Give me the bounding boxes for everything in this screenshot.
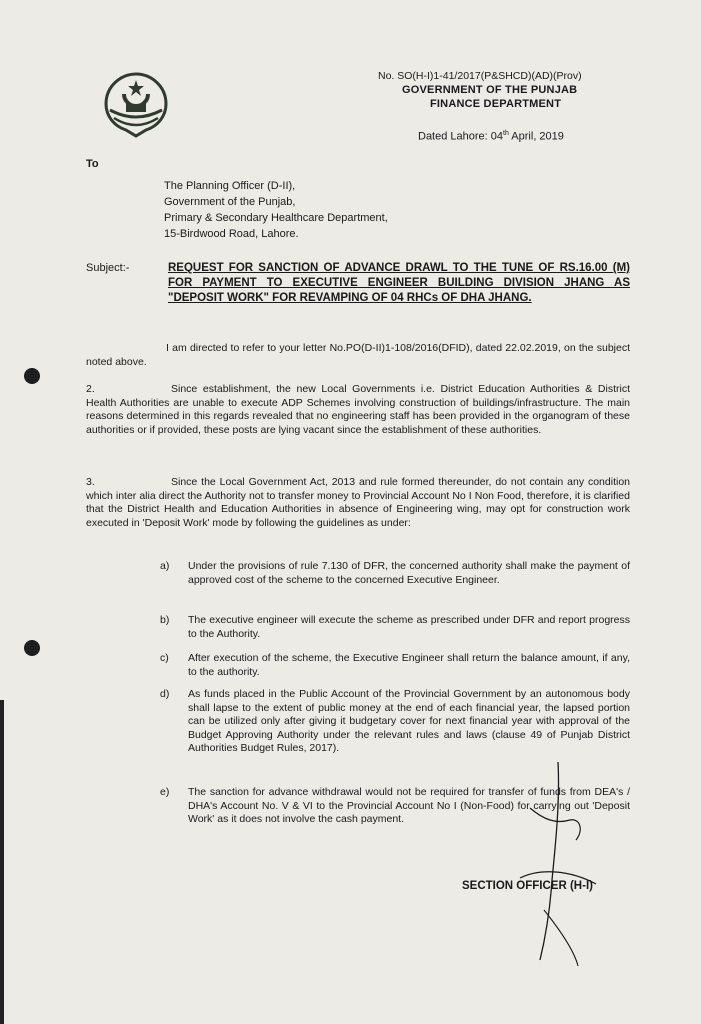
address-line: The Planning Officer (D-II), [164, 180, 296, 192]
item-text: After execution of the scheme, the Executive Engineer shall return the balance amount, if any, to the authority. [188, 652, 630, 678]
to-label: To [86, 158, 99, 170]
subject-text: REQUEST FOR SANCTION OF ADVANCE DRAWL TO THE TUNE OF RS.16.00 (M) FOR PAYMENT TO EXECUTIVE ENGINEER BUILDING DIVISION JHANG AS "DEPOSIT WORK" FOR REVAMPING OF 04 RHCs OF DHA JHANG. [168, 262, 630, 304]
signatory-title: SECTION OFFICER (H-I) [462, 880, 593, 892]
paragraph-1: I am directed to refer to your letter No.PO(D-II)1-108/2016(DFID), dated 22.02.2019, on the subject noted above. [86, 342, 630, 368]
subject-label: Subject:- [86, 262, 130, 274]
guideline-item [160, 614, 630, 641]
date-prefix: Dated Lahore: 04 [418, 130, 504, 143]
item-label: a) [160, 560, 170, 572]
paragraph-3 [86, 476, 630, 530]
scan-edge-shadow [0, 700, 4, 1024]
paragraph-number: 3. [86, 476, 95, 488]
address-line: 15-Birdwood Road, Lahore. [164, 228, 299, 240]
addressee-block [164, 178, 388, 242]
guideline-item [160, 652, 630, 679]
punch-hole-bottom [24, 640, 40, 656]
item-text: As funds placed in the Public Account of the Provincial Government by an autonomous body shall lapse to the extent of public money at the end of each financial year, the lapsed portion can be utilized only after giving it budgetary cover for next financial year with approval of the Budget Approving Authority under the relevant rules and laws (clause 49 of Punjab District Authorities Budget Rules, 2017). [188, 688, 630, 754]
address-line: Government of the Punjab, [164, 196, 296, 208]
punch-hole-top [24, 368, 40, 384]
guideline-item [160, 560, 630, 587]
punjab-government-logo [96, 66, 176, 142]
reference-number: No. SO(H-I)1-41/2017(P&SHCD)(AD)(Prov) [378, 70, 582, 82]
item-text: Under the provisions of rule 7.130 of DFR, the concerned authority shall make the payment of approved cost of the scheme to the concerned Executive Engineer. [188, 560, 630, 586]
item-text: The sanction for advance withdrawal would not be required for transfer of funds from DEA's / DHA's Account No. V & VI to the Provincial Account No I (Non-Food) for carrying out 'Deposit Work' as it does not involve the cash payment. [188, 786, 630, 825]
handwritten-signature [500, 760, 610, 975]
paragraph-2 [86, 383, 630, 437]
date-line [418, 130, 564, 143]
paragraph-number: 2. [86, 383, 95, 395]
item-label: d) [160, 688, 170, 700]
item-label: c) [160, 652, 169, 664]
paragraph-3-text: Since the Local Government Act, 2013 and rule formed thereunder, do not contain any condition which inter alia direct the Authority not to transfer money to Provincial Account No I Non Food, therefore, it is clarified that the District Health and Education Authorities in absence of Engineering wing, may opt for construction work executed in 'Deposit Work' mode by following the guidelines as under: [86, 476, 630, 529]
item-label: b) [160, 614, 170, 626]
paragraph-2-text: Since establishment, the new Local Governments i.e. District Education Authorities & District Health Authorities are unable to execute ADP Schemes involving construction of buildings/infrastructure. The main reasons determined in this regards revealed that no engineering staff has been provided in the organogram of these authorities or if provided, these posts are lying vacant since the establishment of these authorities. [86, 383, 630, 436]
date-suffix: April, 2019 [508, 130, 564, 143]
government-heading: GOVERNMENT OF THE PUNJAB [402, 84, 578, 96]
date-suffix-sup: th [503, 130, 509, 137]
address-line: Primary & Secondary Healthcare Department, [164, 212, 388, 224]
department-heading: FINANCE DEPARTMENT [430, 98, 562, 110]
item-label: e) [160, 786, 170, 798]
item-text: The executive engineer will execute the scheme as prescribed under DFR and report progress to the Authority. [188, 614, 630, 640]
guideline-item [160, 688, 630, 756]
